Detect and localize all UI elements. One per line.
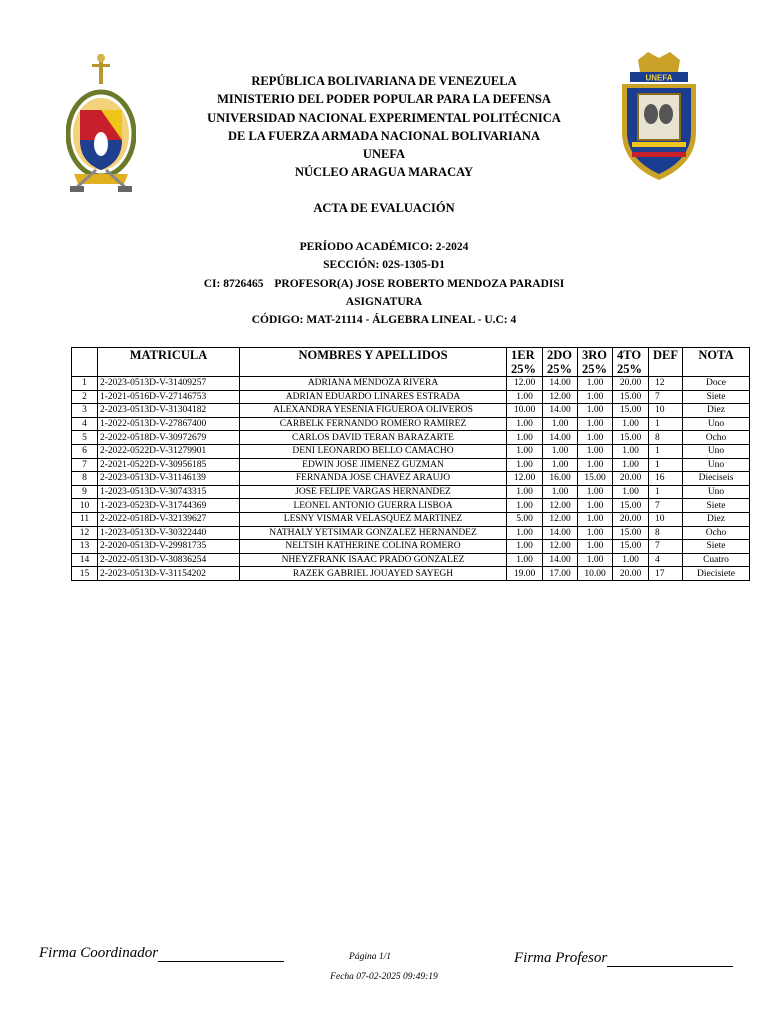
grade-4to-cell: 1.00: [613, 417, 649, 431]
row-number: 2: [72, 390, 98, 404]
unefa-logo-text: UNEFA: [645, 73, 673, 83]
nombre-cell: FERNANDA JOSE CHAVEZ ARAUJO: [240, 472, 507, 486]
grade-1er-cell: 19.00: [507, 567, 543, 581]
document-title: ACTA DE EVALUACIÓN: [313, 201, 455, 215]
nombre-cell: NATHALY YETSIMAR GONZALEZ HERNANDEZ: [240, 526, 507, 540]
grade-1er-cell: 1.00: [507, 458, 543, 472]
grade-3ro-cell: 1.00: [578, 404, 613, 418]
def-cell: 4: [649, 553, 683, 567]
table-header-row: [72, 348, 750, 377]
grade-4to-cell: 20.00: [613, 377, 649, 391]
grades-table-body: [72, 377, 750, 581]
table-row: [72, 485, 750, 499]
nombre-cell: CARBELK FERNANDO ROMERO RAMIREZ: [240, 417, 507, 431]
row-number: 15: [72, 567, 98, 581]
page-number: Página 1/1: [349, 952, 391, 962]
grade-2do-cell: 1.00: [543, 458, 578, 472]
nota-cell: Uno: [683, 458, 750, 472]
grade-2do-cell: 12.00: [543, 390, 578, 404]
row-number: 3: [72, 404, 98, 418]
def-cell: 10: [649, 512, 683, 526]
header-matricula: MATRICULA: [98, 348, 240, 377]
nota-cell: Diez: [683, 512, 750, 526]
grade-2do-cell: 12.00: [543, 499, 578, 513]
grade-3ro-cell: 1.00: [578, 540, 613, 554]
row-number: 13: [72, 540, 98, 554]
grade-4to-cell: 1.00: [613, 553, 649, 567]
firma-profesor-label: Firma Profesor: [514, 950, 608, 966]
grade-2do-cell: 14.00: [543, 553, 578, 567]
def-cell: 12: [649, 377, 683, 391]
grade-2do-cell: 14.00: [543, 431, 578, 445]
grade-2do-cell: 12.00: [543, 512, 578, 526]
nombre-cell: ALEXANDRA YESENIA FIGUEROA OLIVEROS: [240, 404, 507, 418]
grade-4to-cell: 20.00: [613, 567, 649, 581]
codigo-asignatura: CÓDIGO: MAT-21114 - ÁLGEBRA LINEAL - U.C: 4: [251, 314, 517, 327]
row-number: 6: [72, 444, 98, 458]
def-cell: 16: [649, 472, 683, 486]
firma-coordinador-label: Firma Coordinador: [39, 945, 159, 961]
def-cell: 1: [649, 444, 683, 458]
matricula-cell: 2-2020-0513D-V-29981735: [98, 540, 240, 554]
def-cell: 7: [649, 540, 683, 554]
def-cell: 8: [649, 526, 683, 540]
nota-cell: Cuatro: [683, 553, 750, 567]
grade-4to-cell: 20.00: [613, 472, 649, 486]
asignatura-label: ASIGNATURA: [345, 295, 423, 308]
row-number: 5: [72, 431, 98, 445]
nota-cell: Diez: [683, 404, 750, 418]
def-cell: 10: [649, 404, 683, 418]
matricula-cell: 2-2021-0522D-V-30956185: [98, 458, 240, 472]
nota-cell: Ocho: [683, 526, 750, 540]
nombre-cell: LESNY VISMAR VELASQUEZ MARTINEZ: [240, 512, 507, 526]
nota-cell: Siete: [683, 540, 750, 554]
row-number: 7: [72, 458, 98, 472]
header-1er: 1ER 25%: [507, 348, 543, 377]
table-row: [72, 512, 750, 526]
profesor-name: PROFESOR(A) JOSE ROBERTO MENDOZA PARADISI: [274, 277, 565, 290]
table-row: [72, 444, 750, 458]
grade-4to-cell: 1.00: [613, 458, 649, 472]
row-number: 9: [72, 485, 98, 499]
grade-3ro-cell: 1.00: [578, 390, 613, 404]
grade-3ro-cell: 1.00: [578, 485, 613, 499]
grade-1er-cell: 12.00: [507, 472, 543, 486]
matricula-cell: 2-2023-0513D-V-31304182: [98, 404, 240, 418]
def-cell: 8: [649, 431, 683, 445]
nombre-cell: DENI LEONARDO BELLO CAMACHO: [240, 444, 507, 458]
grade-1er-cell: 10.00: [507, 404, 543, 418]
row-number: 11: [72, 512, 98, 526]
matricula-cell: 1-2023-0523D-V-31744369: [98, 499, 240, 513]
print-date: Fecha 07-02-2025 09:49:19: [330, 972, 438, 982]
grade-3ro-cell: 1.00: [578, 499, 613, 513]
row-number: 4: [72, 417, 98, 431]
grade-4to-cell: 1.00: [613, 444, 649, 458]
header-nombres: NOMBRES Y APELLIDOS: [240, 348, 507, 377]
matricula-cell: 2-2022-0518D-V-30972679: [98, 431, 240, 445]
row-number: 8: [72, 472, 98, 486]
firma-profesor-line: [607, 966, 733, 967]
table-row: [72, 540, 750, 554]
grade-2do-cell: 14.00: [543, 377, 578, 391]
coat-of-arms-icon: [66, 52, 136, 198]
grade-3ro-cell: 1.00: [578, 377, 613, 391]
grade-4to-cell: 15.00: [613, 404, 649, 418]
def-cell: 1: [649, 417, 683, 431]
table-row: [72, 472, 750, 486]
nota-cell: Diecisiete: [683, 567, 750, 581]
grade-2do-cell: 1.00: [543, 444, 578, 458]
grade-3ro-cell: 1.00: [578, 553, 613, 567]
matricula-cell: 1-2021-0516D-V-27146753: [98, 390, 240, 404]
header-line-republica: REPÚBLICA BOLIVARIANA DE VENEZUELA: [251, 74, 517, 88]
nombre-cell: EDWIN JOSE JIMENEZ GUZMAN: [240, 458, 507, 472]
unefa-shield-icon: [618, 52, 700, 184]
def-cell: 1: [649, 458, 683, 472]
institution-header: [150, 72, 618, 182]
nota-cell: Uno: [683, 444, 750, 458]
grade-1er-cell: 1.00: [507, 431, 543, 445]
header-num: [72, 348, 98, 377]
coat-of-arms-logo: [66, 52, 136, 198]
grade-2do-cell: 1.00: [543, 417, 578, 431]
grade-1er-cell: 1.00: [507, 526, 543, 540]
grade-4to-cell: 20.00: [613, 512, 649, 526]
nombre-cell: NHEYZFRANK ISAAC PRADO GONZALEZ: [240, 553, 507, 567]
table-row: [72, 458, 750, 472]
grade-3ro-cell: 15.00: [578, 472, 613, 486]
table-row: [72, 417, 750, 431]
grade-1er-cell: 1.00: [507, 553, 543, 567]
header-2do: 2DO 25%: [543, 348, 578, 377]
header-line-fuerza-armada: DE LA FUERZA ARMADA NACIONAL BOLIVARIANA: [228, 128, 540, 143]
firma-coordinador-line: [158, 961, 284, 962]
header-line-nucleo: NÚCLEO ARAGUA MARACAY: [294, 165, 474, 180]
table-row: [72, 377, 750, 391]
grade-1er-cell: 1.00: [507, 499, 543, 513]
matricula-cell: 2-2022-0513D-V-30836254: [98, 553, 240, 567]
matricula-cell: 2-2022-0522D-V-31279901: [98, 444, 240, 458]
nota-cell: Doce: [683, 377, 750, 391]
nota-cell: Ocho: [683, 431, 750, 445]
def-cell: 7: [649, 499, 683, 513]
header-nota: NOTA: [683, 348, 750, 377]
matricula-cell: 1-2023-0513D-V-30322440: [98, 526, 240, 540]
grade-3ro-cell: 1.00: [578, 417, 613, 431]
grade-2do-cell: 17.00: [543, 567, 578, 581]
table-row: [72, 567, 750, 581]
grade-4to-cell: 15.00: [613, 540, 649, 554]
table-row: [72, 404, 750, 418]
grade-2do-cell: 12.00: [543, 540, 578, 554]
periodo-academico: PERÍODO ACADÉMICO: 2-2024: [299, 241, 469, 253]
grade-2do-cell: 14.00: [543, 526, 578, 540]
grade-3ro-cell: 1.00: [578, 526, 613, 540]
matricula-cell: 2-2022-0518D-V-32139627: [98, 512, 240, 526]
grade-2do-cell: 16.00: [543, 472, 578, 486]
header-line-ministerio: MINISTERIO DEL PODER POPULAR PARA LA DEFENSA: [217, 92, 551, 107]
nota-cell: Siete: [683, 390, 750, 404]
profesor-ci: CI: 8726465: [203, 277, 264, 290]
grade-1er-cell: 1.00: [507, 444, 543, 458]
nota-cell: Uno: [683, 485, 750, 499]
grade-3ro-cell: 10.00: [578, 567, 613, 581]
nombre-cell: NELTSIH KATHERINE COLINA ROMERO: [240, 540, 507, 554]
def-cell: 1: [649, 485, 683, 499]
header-def: DEF: [649, 348, 683, 377]
matricula-cell: 1-2023-0513D-V-30743315: [98, 485, 240, 499]
grade-4to-cell: 15.00: [613, 526, 649, 540]
header-line-universidad: UNIVERSIDAD NACIONAL EXPERIMENTAL POLITÉCNICA: [207, 110, 561, 125]
table-row: [72, 390, 750, 404]
seccion: SECCIÓN: 02S-1305-D1: [323, 259, 445, 272]
table-row: [72, 431, 750, 445]
firma-profesor: [514, 950, 733, 967]
row-number: 14: [72, 553, 98, 567]
header-line-unefa: UNEFA: [362, 147, 406, 162]
nombre-cell: ADRIAN EDUARDO LINARES ESTRADA: [240, 390, 507, 404]
nombre-cell: JOSE FELIPE VARGAS HERNANDEZ: [240, 485, 507, 499]
nota-cell: Siete: [683, 499, 750, 513]
course-info: [150, 238, 618, 329]
grade-2do-cell: 14.00: [543, 404, 578, 418]
grade-4to-cell: 15.00: [613, 431, 649, 445]
table-row: [72, 526, 750, 540]
row-number: 1: [72, 377, 98, 391]
grade-3ro-cell: 1.00: [578, 444, 613, 458]
unefa-logo: [618, 52, 700, 184]
header-4to: 4TO 25%: [613, 348, 649, 377]
firma-coordinador: [39, 945, 284, 962]
grade-1er-cell: 1.00: [507, 540, 543, 554]
grade-3ro-cell: 1.00: [578, 458, 613, 472]
grade-3ro-cell: 1.00: [578, 431, 613, 445]
nombre-cell: ADRIANA MENDOZA RIVERA: [240, 377, 507, 391]
grade-1er-cell: 5.00: [507, 512, 543, 526]
grade-3ro-cell: 1.00: [578, 512, 613, 526]
matricula-cell: 2-2023-0513D-V-31409257: [98, 377, 240, 391]
grade-1er-cell: 1.00: [507, 485, 543, 499]
header-3ro: 3RO 25%: [578, 348, 613, 377]
nombre-cell: LEONEL ANTONIO GUERRA LISBOA: [240, 499, 507, 513]
matricula-cell: 1-2022-0513D-V-27867400: [98, 417, 240, 431]
grade-4to-cell: 15.00: [613, 499, 649, 513]
table-row: [72, 553, 750, 567]
grade-1er-cell: 1.00: [507, 417, 543, 431]
row-number: 12: [72, 526, 98, 540]
row-number: 10: [72, 499, 98, 513]
grades-table: [71, 347, 750, 581]
def-cell: 7: [649, 390, 683, 404]
def-cell: 17: [649, 567, 683, 581]
grade-4to-cell: 15.00: [613, 390, 649, 404]
table-row: [72, 499, 750, 513]
profesor-line: [150, 275, 618, 293]
nota-cell: Dieciseis: [683, 472, 750, 486]
nombre-cell: CARLOS DAVID TERAN BARAZARTE: [240, 431, 507, 445]
nombre-cell: RAZEK GABRIEL JOUAYED SAYEGH: [240, 567, 507, 581]
grade-2do-cell: 1.00: [543, 485, 578, 499]
nota-cell: Uno: [683, 417, 750, 431]
grade-4to-cell: 1.00: [613, 485, 649, 499]
grade-1er-cell: 1.00: [507, 390, 543, 404]
matricula-cell: 2-2023-0513D-V-31154202: [98, 567, 240, 581]
matricula-cell: 2-2023-0513D-V-31146139: [98, 472, 240, 486]
grade-1er-cell: 12.00: [507, 377, 543, 391]
